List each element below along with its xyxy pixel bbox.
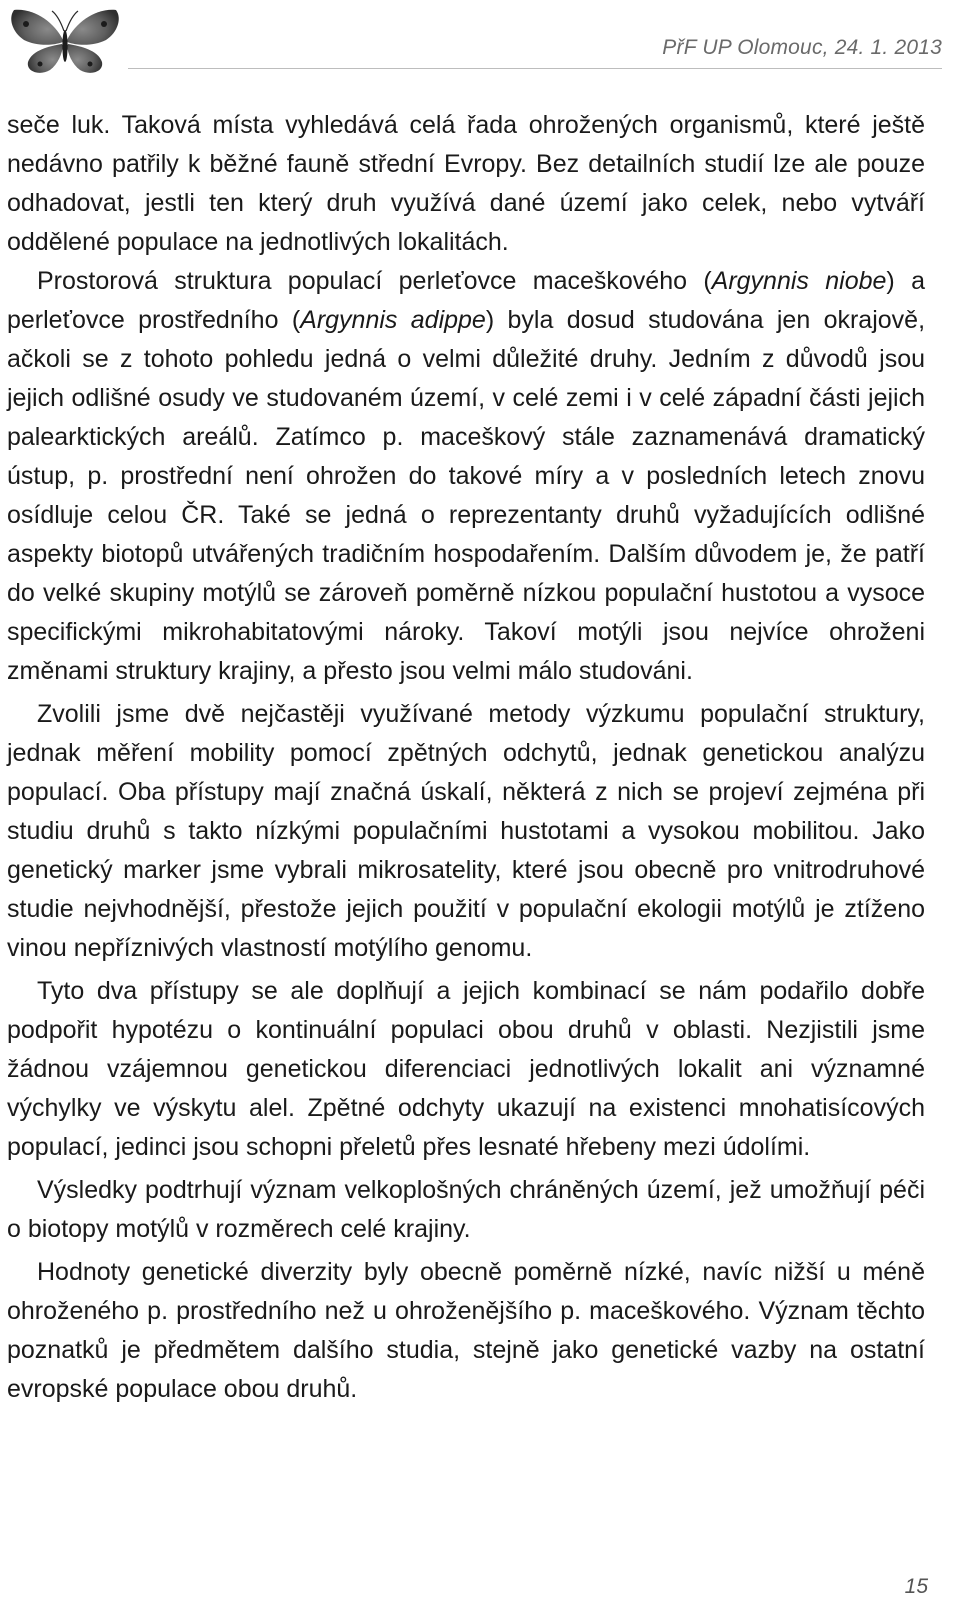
paragraph-4: Tyto dva přístupy se ale doplňují a jejich kombinací se nám podařilo dobře podpořit hypotézu o kontinuální populaci obou druhů v oblasti. Nezjistili jsme žádnou vzájemnou genetickou diferenciaci jednotlivých lokalit ani významné výchylky ve výskytu alel. Zpětné odchyty ukazují na existenci mnohatisícových populací, jedinci jsou schopni přeletů přes lesnaté hřebeny mezi údolími.: [7, 977, 925, 1161]
paragraph-6: Hodnoty genetické diverzity byly obecně poměrně nízké, navíc nižší u méně ohroženého p. prostředního než u ohroženějšího p. maceškového. Význam těchto poznatků je předmětem dalšího studia, stejně jako genetické vazby na ostatní evropské populace obou druhů.: [7, 1258, 925, 1403]
paragraph-2-text-a: Prostorová struktura populací perleťovce maceškového (: [37, 267, 712, 295]
article-body: [7, 106, 925, 1409]
butterfly-icon: [6, 2, 124, 80]
paragraph-2-text-c: ) byla dosud studována jen okrajově, ačkoli se z tohoto pohledu jedná o velmi důležité druhy. Jedním z důvodů jsou jejich odlišné osudy ve studovaném území, v celé zemi i v celé západní části jejich palearktických areálů. Zatímco p. maceškový stále zaznamenává dramatický ústup, p. prostřední není ohrožen do takové míry a v posledních letech znovu osídluje celou ČR. Také se jedná o reprezentanty druhů vyžadujících odlišné aspekty biotopů utvářených tradičním hospodařením. Dalším důvodem je, že patří do velké skupiny motýlů se zároveň poměrně nízkou populační hustotou a vysoce specifickými mikrohabitatovými nároky. Takoví motýli jsou nejvíce ohroženi změnami struktury krajiny, a přesto jsou velmi málo studováni.: [7, 306, 926, 685]
running-head: PřF UP Olomouc, 24. 1. 2013: [662, 36, 942, 59]
species-argynnis-niobe: Argynnis niobe: [711, 267, 887, 295]
paragraph-2-text-b: ) a perleťovce prostředního (: [7, 267, 925, 334]
paragraph-5: Výsledky podtrhují význam velkoplošných chráněných území, jež umožňují péči o biotopy motýlů v rozměrech celé krajiny.: [7, 1176, 925, 1243]
species-argynnis-adippe: Argynnis adippe: [300, 306, 486, 334]
header-rule: [128, 68, 942, 69]
page-number: 15: [904, 1575, 928, 1598]
paragraph-3: Zvolili jsme dvě nejčastěji využívané metody výzkumu populační struktury, jednak měření mobility pomocí zpětných odchytů, jednak genetickou analýzu populací. Oba přístupy mají značná úskalí, některá z nich se projeví zejména při studiu druhů s takto nízkými populačními hustotami a vysokou mobilitou. Jako genetický marker jsme vybrali mikrosatelity, které jsou obecně pro vnitrodruhové studie nejvhodnější, přestože jejich použití v populační ekologii motýlů je ztíženo vinou nepříznivých vlastností motýlího genomu.: [7, 700, 925, 962]
paragraph-1: seče luk. Taková místa vyhledává celá řada ohrožených organismů, které ještě nedávno patřily k běžné fauně střední Evropy. Bez detailních studií lze ale pouze odhadovat, jestli ten který druh využívá dané území jako celek, nebo vytváří oddělené populace na jednotlivých lokalitách.: [7, 111, 925, 256]
page-header: [0, 0, 960, 90]
paragraph-2: [7, 262, 925, 691]
